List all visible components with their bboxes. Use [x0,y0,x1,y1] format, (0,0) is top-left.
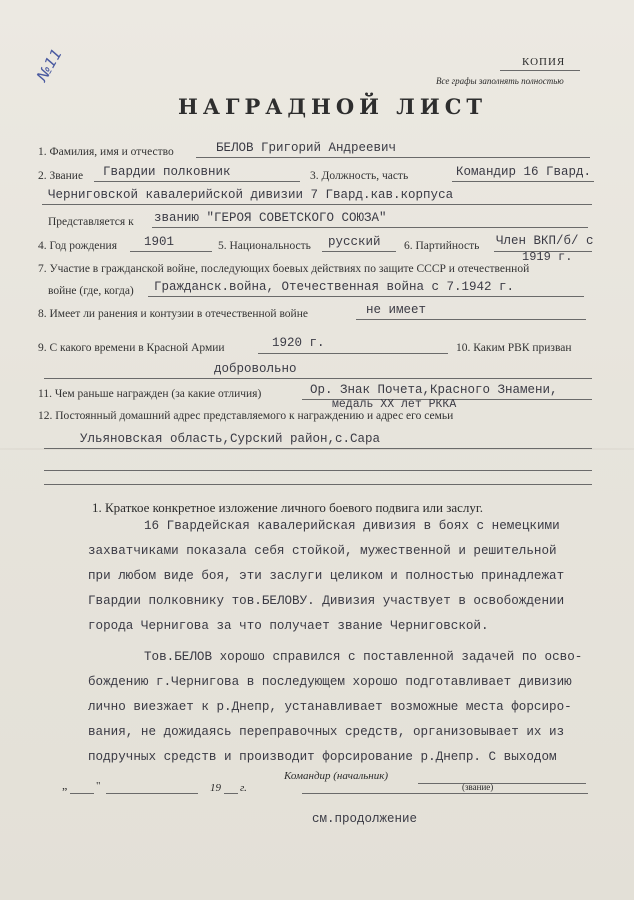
fill-all-note: Все графы заполнять полностью [436,76,564,86]
feat-line-4: Гвардии полковнику тов.БЕЛОВУ. Дивизия участвует в освобождении [88,594,565,608]
field-7-label-line2: войне (где, когда) [48,285,134,297]
field-6-year: 1919 г. [522,250,573,264]
feat-line-7: бождению г.Чернигова в последующем хорошо подготавливает дивизию [88,675,572,689]
feat-line-2: захватчиками показала себя стойкой, мужественной и решительной [88,544,557,558]
field-3-continuation: Черниговской кавалерийской дивизии 7 Гвард.кав.корпуса [48,188,454,202]
date-day-line [70,793,94,794]
date-year-line [224,793,238,794]
feat-line-9: вания, не дожидаясь переправочных средств, организовывает их из [88,725,565,739]
field-6-label: 6. Партийность [404,240,480,252]
field-8-line [356,319,586,320]
continued-note: см.продолжение [312,812,418,826]
section-heading: 1. Краткое конкретное изложение личного боевого подвига или заслуг. [92,500,484,515]
feat-line-5: города Чернигова за что получает звание Черниговской. [88,619,489,633]
field-10-line [44,378,592,379]
copy-label: КОПИЯ [522,56,566,68]
date-quote-open: „ [62,778,68,792]
field-10-label: 10. Каким РВК призван [456,342,572,354]
field-3-continuation-line [42,204,592,205]
field-9-label: 9. С какого времени в Красной Армии [38,342,225,354]
commander-signature-line [418,783,586,784]
blank-line-1 [44,470,592,471]
field-11-label: 11. Чем раньше награжден (за какие отличия) [38,388,262,400]
feat-line-1: 16 Гвардейская кавалерийская дивизия в боях с немецкими [144,519,560,533]
pencil-number-note: №11 [32,45,66,85]
feat-line-10: подручных средств и производит форсирование р.Днепр. С выходом [88,750,557,764]
field-10-value: добровольно [214,362,297,376]
field-2-label: 2. Звание [38,170,84,182]
feat-line-3: при любом виде боя, эти заслуги целиком и полностью принадлежат [88,569,565,583]
field-6-value: Член ВКП/б/ с [496,234,594,248]
field-12-line [44,448,592,449]
field-3-label: 3. Должность, часть [310,170,409,182]
field-8-label: 8. Имеет ли ранения и контузии в отечественной войне [38,308,308,320]
page-title: НАГРАДНОЙ ЛИСТ [178,94,488,119]
presented-label: Представляется к [48,216,134,228]
field-7-label-line1: 7. Участие в гражданской войне, последующих боевых действиях по защите СССР и отечественной [38,263,530,275]
field-8-value: не имеет [366,303,427,317]
field-5-label: 5. Национальность [218,240,311,252]
field-5-value: русский [328,235,381,249]
date-quote-close: " [96,780,101,792]
rank-line [302,793,588,794]
field-4-value: 1901 [144,235,175,249]
field-11-value-line1: Ор. Знак Почета,Красного Знамени, [310,383,558,397]
field-1-line [196,157,590,158]
field-5-line [322,251,396,252]
field-4-line [130,251,212,252]
blank-line-2 [44,484,592,485]
field-2-line [94,181,300,182]
rank-caption: (звание) [462,782,494,792]
field-7-value: Гражданск.война, Отечественная война с 7.1942 г. [154,280,515,294]
presented-line [152,227,588,228]
field-9-line [258,353,448,354]
presented-value: званию "ГЕРОЯ СОВЕТСКОГО СОЮЗА" [154,211,387,225]
field-12-label: 12. Постоянный домашний адрес представляемого к награждению и адрес его семьи [38,410,454,422]
date-month-line [106,793,198,794]
field-3-line [452,181,594,182]
date-century: 19 [210,782,221,794]
feat-line-8: лично виезжает к р.Днепр, устанавливает возможные места форсиро- [88,700,572,714]
field-11-value-line2: медаль XX лет РККА [332,398,457,411]
copy-underline [500,70,580,71]
field-12-value: Ульяновская область,Сурский район,с.Сара [80,432,381,446]
field-7-line [148,296,584,297]
field-4-label: 4. Год рождения [38,240,117,252]
feat-description [88,514,608,770]
field-9-value: 1920 г. [272,336,325,350]
feat-line-6: Тов.БЕЛОВ хорошо справился с поставленной задачей по осво- [144,650,583,664]
field-2-value: Гвардии полковник [103,165,231,179]
field-3-value: Командир 16 Гвард. [456,165,592,179]
field-1-value: БЕЛОВ Григорий Андреевич [216,141,397,155]
field-1-label: 1. Фамилия, имя и отчество [38,146,174,158]
commander-label: Командир (начальник) [284,770,389,782]
date-year-suffix: г. [240,782,247,794]
